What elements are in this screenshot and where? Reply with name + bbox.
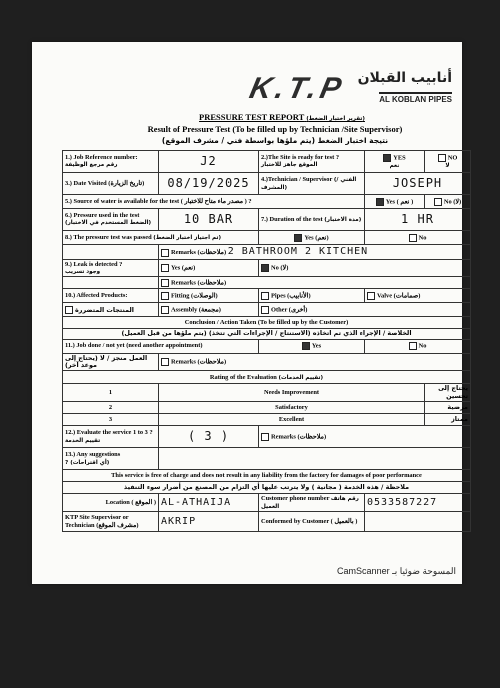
pressure-value: 10 BAR: [183, 211, 234, 226]
technician-value: JOSEPH: [392, 175, 443, 190]
date-value: 08/19/2025: [167, 175, 250, 190]
row-water: 5.) Source of water is available for the test ( مصدر ماء متاح للاختبار ) ? Yes ( نعم ) No (لا): [63, 195, 471, 209]
row-conclusion: Conclusion / Action Taken (To be filled up by the Customer): [63, 317, 471, 329]
row-location: Location ( الموقع ) AL-ATHAIJA Customer phone number رقم هاتف العميل 0533587227: [63, 494, 471, 512]
evaluation-value: ( 3 ): [187, 428, 230, 443]
row-job-done: 11.) Job done / not yet (need another appointment) Yes No: [63, 339, 471, 353]
row-job-ref: 1.) Job Reference number: رقم مرجع الوظيفة J2 2.)The Site is ready for test ? الموقع جاهز للاختبار YES نعم NO لا: [63, 151, 471, 173]
no-checkbox: [438, 154, 446, 162]
row-leak: 9.) Leak is detected ? وجود تسريب Yes (نعم) No (لا): [63, 259, 471, 277]
row-conclusion-ar: الخلاصة / الإجراء الذي تم اتخاذه (الاستنتاج / الإجراءات التي تتخذ) (يتم ملؤها من قبل العميل): [63, 329, 471, 339]
job-ref-value: J2: [200, 153, 217, 168]
form-table: [62, 150, 471, 532]
row-date: 3.) Date Visited (تاريخ الزيارة) 08/19/2025 4.)Technician / Supervisor (الفني /المشرف) JOSEPH: [63, 173, 471, 195]
row-pressure: 6.) Pressure used in the test (الضغط المستخدم في الاختبار) 10 BAR 7.) Duration of the test (مدة الاختبار) 1 HR: [63, 209, 471, 231]
ktp-wordmark: K.T.P: [246, 72, 349, 105]
camscanner-watermark: CamScanner المسوحة ضوئيا بـ: [337, 566, 456, 576]
row-evaluate: 12.) Evaluate the service 1 to 3 ? تقييم الخدمة ( 3 ) Remarks (ملاحظات): [63, 426, 471, 448]
row-passed-remarks: Remarks (ملاحظات) 2 BATHROOM 2 KITCHEN: [63, 245, 471, 260]
report-subtitle: Result of Pressure Test (To be filled up by Technician /Site Supervisor): [147, 124, 403, 134]
report-sheet: [32, 42, 468, 584]
row-job-remarks: العمل منجز / لا (يحتاج إلى موعد آخر) Remarks (ملاحظات): [63, 353, 471, 371]
remarks-value: 2 BATHROOM 2 KITCHEN: [227, 246, 369, 257]
row-suggestions: 13.) Any suggestions ? (أي اقتراحات): [63, 448, 471, 470]
row-technician: KTP Site Supervisor or Technician (مشرف الموقع) AKRIP Conformed by Customer ( بالعميل ): [63, 512, 471, 532]
row-disclaimer: This service is free of charge and does not result in any liability from the factory for damages of poor performance: [63, 470, 471, 482]
yes-checkbox: [383, 154, 391, 162]
report-title: PRESSURE TEST REPORT (تقرير اختبار الضغط): [199, 112, 365, 122]
logo-english: AL KOBLAN PIPES: [379, 92, 452, 104]
duration-value: 1 HR: [401, 211, 434, 226]
row-disclaimer-ar: ملاحظة / هذه الخدمة ( مجانية ) ولا يترتب عليها أي التزام من المصنع من أضرار سوء التنفيذ: [63, 482, 471, 494]
tech-signature: AKRIP: [161, 515, 197, 527]
logo-arabic: أنابيب القبلان: [357, 70, 452, 86]
row-leak-remarks: Remarks (ملاحظات): [63, 277, 471, 289]
report-subtitle-ar: نتيجة اختبار الضغط (يتم ملؤها بواسطة فني / مشرف الموقع): [161, 136, 389, 145]
row-passed: 8.) The pressure test was passed (تم اجتياز اختبار الضغط) Yes (نعم) No: [63, 231, 471, 245]
location-value: AL-ATHAIJA: [161, 496, 232, 508]
rating-row: 2 Satisfactory مرضية: [63, 402, 471, 414]
phone-value: 0533587227: [367, 496, 438, 508]
rating-row: 3 Excellent ممتاز: [63, 414, 471, 426]
row-affected-2: المنتجات المتضررة Assembly (مجمعة) Other (أخرى): [63, 303, 471, 317]
row-affected: 10.) Affected Products: Fitting (الوصلات) Pipes (الأنابيب) Valve (صمامات): [63, 289, 471, 303]
rating-row: 1 Needs Improvement يحتاج إلى تحسين: [63, 384, 471, 402]
row-rating-title: Rating of the Evaluation (تقييم الخدمات): [63, 371, 471, 384]
